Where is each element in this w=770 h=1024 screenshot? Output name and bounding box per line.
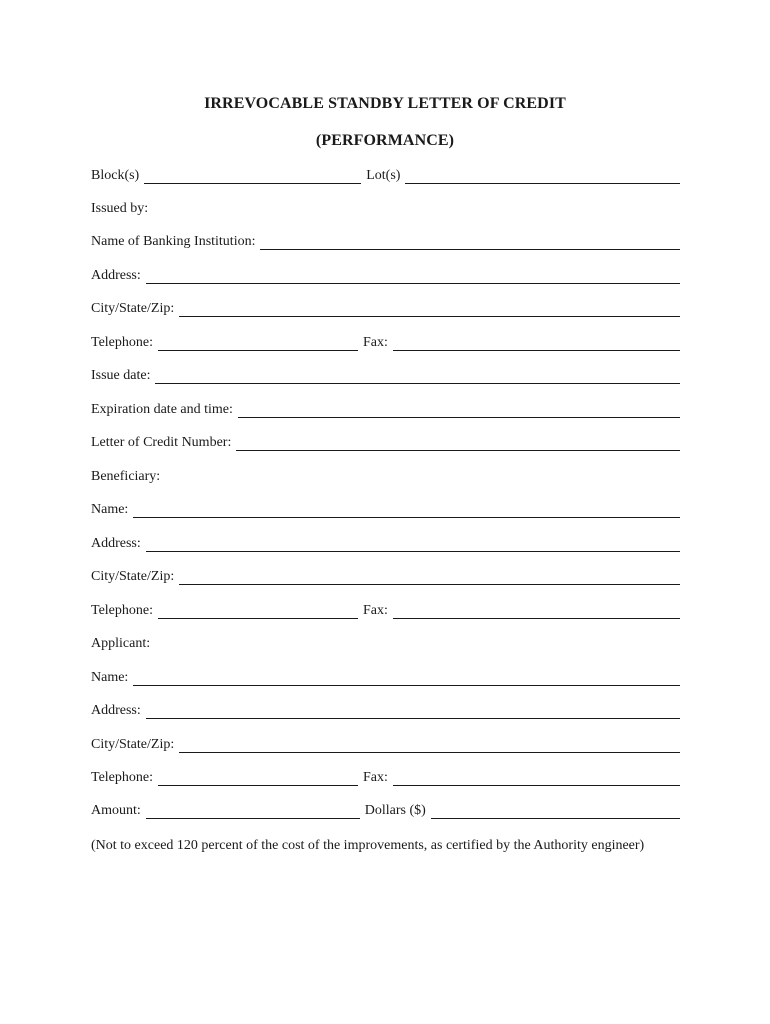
issuer-city-row [91, 299, 680, 319]
form-subtitle: (PERFORMANCE) [315, 132, 455, 149]
beneficiary-address-field[interactable] [146, 551, 680, 552]
blocks-field[interactable] [144, 183, 361, 184]
applicant-city-row [91, 735, 680, 755]
amount-note: (Not to exceed 120 percent of the cost of the improvements, as certified by the Authority engineer) [91, 838, 645, 853]
issue-date-row [91, 366, 680, 386]
applicant-fax-field[interactable] [393, 785, 680, 786]
issuer-telephone-field[interactable] [158, 350, 358, 351]
beneficiary-fax-field[interactable] [393, 618, 680, 619]
issuer-phone-row [91, 333, 680, 353]
beneficiary-city-row [91, 567, 680, 587]
beneficiary-address-label: Address: [91, 536, 141, 551]
applicant-phone-row [91, 768, 680, 788]
bank-name-field[interactable] [260, 249, 680, 250]
beneficiary-label: Beneficiary: [91, 469, 161, 484]
expiration-label: Expiration date and time: [91, 402, 233, 417]
blocks-label: Block(s) [91, 168, 140, 183]
beneficiary-phone-row [91, 601, 680, 621]
issue-date-field[interactable] [155, 383, 680, 384]
issuer-fax-label: Fax: [363, 335, 388, 350]
amount-field[interactable] [146, 818, 360, 819]
applicant-address-label: Address: [91, 703, 141, 718]
applicant-city-field[interactable] [179, 752, 680, 753]
beneficiary-row [91, 467, 680, 487]
issued-by-row [91, 199, 680, 219]
lots-field[interactable] [405, 183, 680, 184]
issue-date-label: Issue date: [91, 368, 151, 383]
applicant-telephone-field[interactable] [158, 785, 358, 786]
amount-label: Amount: [91, 803, 141, 818]
expiration-field[interactable] [238, 417, 680, 418]
lots-label: Lot(s) [366, 168, 401, 183]
loc-number-label: Letter of Credit Number: [91, 435, 232, 450]
applicant-fax-label: Fax: [363, 770, 388, 785]
applicant-row [91, 634, 680, 654]
beneficiary-telephone-field[interactable] [158, 618, 358, 619]
issuer-address-row [91, 266, 680, 286]
applicant-address-row [91, 701, 680, 721]
dollars-label: Dollars ($) [364, 803, 426, 818]
issuer-address-field[interactable] [146, 283, 680, 284]
beneficiary-name-row [91, 500, 680, 520]
applicant-name-row [91, 668, 680, 688]
bank-name-row [91, 232, 680, 252]
issuer-address-label: Address: [91, 268, 141, 283]
beneficiary-telephone-label: Telephone: [91, 603, 153, 618]
bank-name-label: Name of Banking Institution: [91, 234, 256, 249]
issuer-fax-field[interactable] [393, 350, 680, 351]
applicant-telephone-label: Telephone: [91, 770, 153, 785]
applicant-name-label: Name: [91, 670, 129, 685]
beneficiary-address-row [91, 534, 680, 554]
applicant-label: Applicant: [91, 636, 151, 651]
issuer-city-field[interactable] [179, 316, 680, 317]
beneficiary-city-field[interactable] [179, 584, 680, 585]
loc-number-field[interactable] [236, 450, 680, 451]
amount-row [91, 801, 680, 821]
applicant-city-label: City/State/Zip: [91, 737, 175, 752]
expiration-row [91, 400, 680, 420]
form-title: IRREVOCABLE STANDBY LETTER OF CREDIT [204, 95, 566, 112]
beneficiary-name-label: Name: [91, 502, 129, 517]
issuer-telephone-label: Telephone: [91, 335, 153, 350]
beneficiary-city-label: City/State/Zip: [91, 569, 175, 584]
loc-number-row [91, 433, 680, 453]
beneficiary-fax-label: Fax: [363, 603, 388, 618]
applicant-address-field[interactable] [146, 718, 680, 719]
dollars-field[interactable] [431, 818, 680, 819]
applicant-name-field[interactable] [133, 685, 680, 686]
blocks-lots-row [91, 166, 680, 186]
issuer-city-label: City/State/Zip: [91, 301, 175, 316]
beneficiary-name-field[interactable] [133, 517, 680, 518]
issued-by-label: Issued by: [91, 201, 149, 216]
